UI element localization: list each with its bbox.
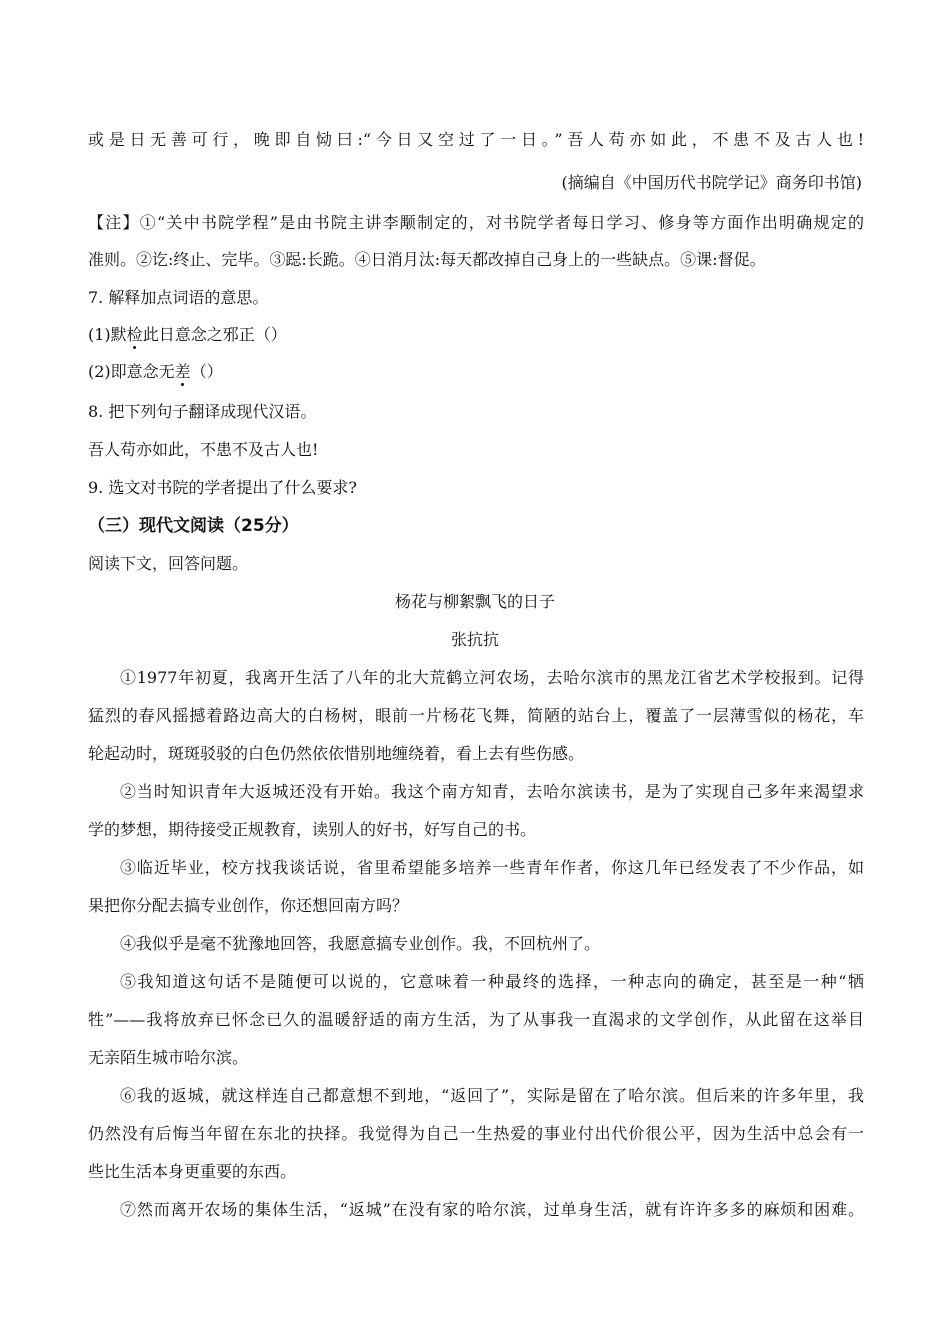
question-7: 7. 解释加点词语的意思。 xyxy=(88,288,269,307)
note-line-2: 准则。②讫:终止、完毕。③跽:长跪。④日消月汰:每天都改掉自己身上的一些缺点。⑤课:督促。 xyxy=(88,250,766,269)
question-8: 8. 把下列句子翻译成现代汉语。 xyxy=(88,402,317,421)
classical-last-line: 或是日无善可行，晚即自恸曰:“今日又空过了一日。”吾人苟亦如此，不患不及古人也! xyxy=(88,130,864,149)
paragraph-4-line-1: ④我似乎是毫不犹豫地回答，我愿意搞专业创作。我，不回杭州了。 xyxy=(120,934,601,953)
paragraph-2-line-1: ②当时知识青年大返城还没有开始。我这个南方知青，去哈尔滨读书，是为了实现自己多年来渴望求 xyxy=(120,782,864,801)
question-7-2 xyxy=(88,362,223,382)
source-citation: (摘编自《中国历代书院学记》商务印书馆) xyxy=(561,173,862,192)
paragraph-2-line-2: 学的梦想，期待接受正规教育，读别人的好书，好写自己的书。 xyxy=(88,820,537,839)
reading-instruction: 阅读下文，回答问题。 xyxy=(88,554,249,573)
q7-1-before: (1)默 xyxy=(88,325,127,344)
paragraph-3-line-1: ③临近毕业，校方找我谈话说，省里希望能多培养一些青年作者，你这几年已经发表了不少作品，如 xyxy=(120,858,864,877)
q7-2-before: (2)即意念无 xyxy=(88,362,175,381)
question-8-sentence: 吾人苟亦如此，不患不及古人也! xyxy=(88,440,319,459)
paragraph-5-line-2: 牲”——我将放弃已怀念已久的温暖舒适的南方生活，为了从事我一直渴求的文学创作，从此留在这举目 xyxy=(88,1010,864,1029)
q7-2-dotted-word: 差 xyxy=(174,362,191,381)
note-line-1: 【注】①“关中书院学程”是由书院主讲李颙制定的，对书院学者每日学习、修身等方面作出明确规定的 xyxy=(88,213,864,232)
question-7-1 xyxy=(88,325,287,345)
article-title: 杨花与柳絮飘飞的日子 xyxy=(394,592,555,611)
question-9: 9. 选文对书院的学者提出了什么要求? xyxy=(88,478,357,497)
q7-1-after: 此日意念之邪正（） xyxy=(142,325,287,344)
paragraph-5-line-1: ⑤我知道这句话不是随便可以说的，它意味着一种最终的选择，一种志向的确定，甚至是一种“牺 xyxy=(120,972,864,991)
q7-1-dotted-word: 检 xyxy=(126,325,143,344)
section-heading: （三）现代文阅读（25分） xyxy=(88,516,299,536)
article-author: 张抗抗 xyxy=(450,630,499,649)
q7-2-after: （） xyxy=(190,362,223,381)
paragraph-5-line-3: 无亲陌生城市哈尔滨。 xyxy=(88,1048,249,1067)
paragraph-1-line-2: 猛烈的春风摇撼着路边高大的白杨树，眼前一片杨花飞舞，简陋的站台上，覆盖了一层薄雪似的杨花，车 xyxy=(88,706,864,725)
paragraph-3-line-2: 果把你分配去搞专业创作，你还想回南方吗？ xyxy=(88,896,409,915)
paragraph-1-line-1: ①1977年初夏，我离开生活了八年的北大荒鹤立河农场，去哈尔滨市的黑龙江省艺术学校报到。记得 xyxy=(120,668,864,687)
paragraph-1-line-3: 轮起动时，斑斑驳驳的白色仍然依依惜别地缠绕着，看上去有些伤感。 xyxy=(88,744,585,763)
paragraph-6-line-2: 仍然没有后悔当年留在东北的抉择。我觉得为自己一生热爱的事业付出代价很公平，因为生活中总会有一 xyxy=(88,1124,864,1143)
paragraph-6-line-1: ⑥我的返城，就这样连自己都意想不到地，“返回了”，实际是留在了哈尔滨。但后来的许多年里，我 xyxy=(120,1086,864,1105)
paragraph-6-line-3: 些比生活本身更重要的东西。 xyxy=(88,1162,297,1181)
paragraph-7-line-1: ⑦然而离开农场的集体生活，“返城”在没有家的哈尔滨，过单身生活，就有许许多多的麻烦和困难。 xyxy=(120,1200,864,1219)
